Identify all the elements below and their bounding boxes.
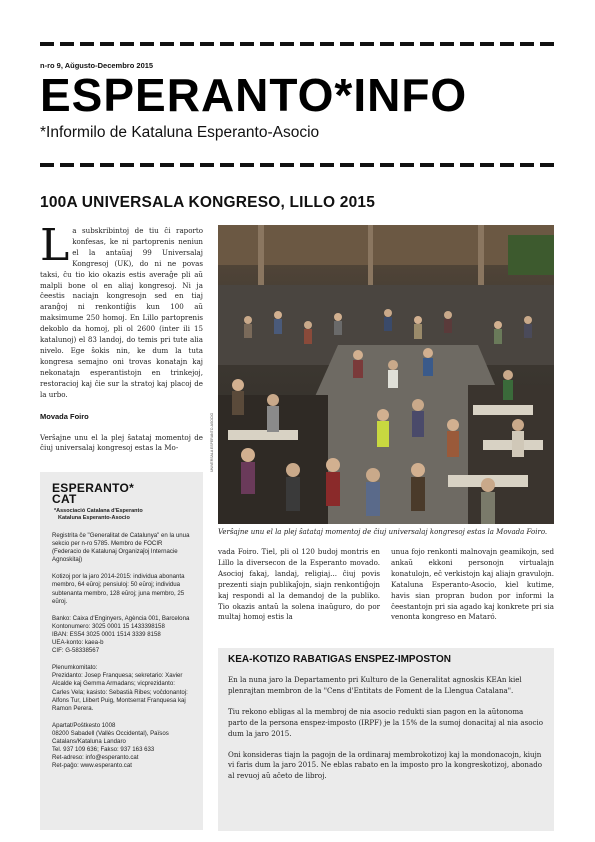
kea-tax-box (218, 648, 554, 831)
kea-paragraph-3: Oni konsideras tiajn la pagojn de la ordinaraj membrokotizoj kaj la mondonacojn, kiujn vi faris dum la jaro 2015. Ne eblas rabato en la imposto pro la kongreskotizoj, abonado al revuoj aŭ aĉeto de libroj. (228, 749, 543, 781)
kea-paragraph-2: Tiu rekono ebligas al la membroj de nia asocio redukti sian pagon en la aŭtonoma parto de la persona enspez-imposto (IRPF) je la 15% de la sumoj donacitaj al nia asocio dum la jaro 2015. (228, 706, 544, 738)
article-col-left-end: Verŝajne unu el la plej ŝatataj momentoj de ĉiuj universalaj kongresoj estas la Mo- (40, 432, 203, 453)
registration-info: Registrita ĉe "Generalitat de Catalunya" en la unua sekcio per n-ro 5785. Membro de FOCIR (Federacio de Katalunaj Organizaĵoj Internacie Agnoskitaj) (52, 532, 190, 564)
kea-paragraph-1: En la nuna jaro la Departamento pri Kulturo de la Generalitat agnoskis KEAn kiel plenrajtan membron de la "Cens d'Entitats de Foment de la Llengua Catalana". (228, 675, 522, 695)
congress-fair-photo (218, 225, 554, 524)
top-dashed-rule (40, 42, 554, 46)
logo-subtitle (54, 508, 193, 522)
masthead-subtitle: *Informilo de Kataluna Esperanto-Asocio (40, 124, 320, 141)
crowd-photo-illustration (218, 225, 554, 524)
drop-cap: L (40, 220, 70, 271)
article-column-middle (218, 547, 380, 623)
bank-info: Banko: Caixa d'Enginyers, Agència 001, Barcelona Kontonumero: 3025 0001 15 1433398158 IBAN: ES54 3025 0001 1514 3339 8158 UEA-konto: kaea-b CIF: G-58338567 (52, 614, 190, 655)
article-title: 100A UNIVERSALA KONGRESO, LILLO 2015 (40, 194, 376, 211)
article-intro-text: a subskribintoj de tiu ĉi raporto konfesas, ke ni partoprenis neniun el la antaŭaj 99 Universalaj Kongresoj (UK), do ni ne povas taksi, ĉu tio kio okazis estis averaĝe pli aŭ malpli bone ol en aliaj kongresoj. Ni ja ĉeestis naciajn kongresojn sed en tiaj aranĝoj ni renkontiĝis kun 100 aŭ maksimume 250 homoj. En Lillo partoprenis dekoblo da homoj, pli ol 2600 (inter ili 15 katalunoj) el 83 landoj, do temis pri tute alia nivelo. Ege ŝokis nin, ke dum la tuta kongresa semajno oni trovas konatajn kaj nekonatajn esperantistojn en trinkejoj, restoracioj kaj ĉie sur la stratoj kaj placoj de la urbo. (40, 226, 203, 399)
article-col-right-text: unua fojo renkonti malnovajn geamikojn, sed ankaŭ ekkoni personojn virtualajn konatulojn, eĉ verkistojn kaj aliajn gravulojn. Kataluna Esperanto-Asocio, kiel kutime, havis sian propran budon por informi la ĉeestantojn pri sia agado kaj konkrete pri sia venonta kongreso en Mataró. (391, 547, 554, 622)
committee-info: Plenumkomitato: Prezidanto: Josep Franquesa; sekretario: Xavier Alcalde kaj Gemma Armadans; vicprezidanto: Carles Vela; kasisto: Sebastià Ribes; voĉdonantoj: Alfons Tur, Llibert Puig, Montserrat Franquesa kaj Ramon Perera. (52, 664, 188, 712)
logo-sub-esperanto: Kataluna Esperanto-Asocio (58, 515, 130, 521)
article-column-left (40, 220, 203, 465)
logo-line-1: ESPERANTO* (52, 481, 135, 495)
contact-address: Apartat/Poŝtkesto 1008 08200 Sabadell (Vallès Occidental), Països Catalans/Kataluna Landaro Tel. 937 109 636; Fakso: 937 163 633 Ret-adreso: info@esperanto.cat Ret-paĝo: www.esperanto.cat (52, 721, 169, 770)
photo-caption: Verŝajne unu el la plej ŝatataj momentoj de ĉiuj universalaj kongresoj estas la Movada Foiro. (218, 528, 548, 536)
article-column-right (391, 547, 554, 623)
kea-box-title: KEA-KOTIZO RABATIGAS ENSPEZ-IMPOSTON (228, 654, 451, 665)
logo-sub-catalan: *Associació Catalana d'Esperanto (54, 508, 143, 514)
issue-number: n-ro 9, Aŭgusto-Decembro 2015 (40, 61, 154, 70)
association-logo (52, 483, 193, 505)
masthead-title: ESPERANTO*INFO (40, 69, 468, 121)
article-intro (40, 220, 203, 401)
photo-credit: UNIVERSALA ESPERANTO-ASOCIO (210, 412, 214, 472)
association-info-sidebar (40, 472, 203, 830)
logo-line-2: CAT (52, 492, 77, 506)
bottom-dashed-rule (40, 163, 554, 167)
membership-fees: Kotizoj por la jaro 2014-2015: individua abonanta membro, 64 eŭroj; pensiuloj: 50 eŭroj; individua subtenanta membro, 128 eŭroj; juna membro, 25 eŭroj. (52, 573, 185, 605)
article-col-mid-text: vada Foiro. Tiel, pli ol 120 budoj montris en Lillo la diversecon de la Esperanto movado. Asocioj fakaj, landaj, religiaj... ĉiuj povis prezenti siajn publikaĵojn, siajn renkontiĝojn kaj respondi al la demandoj de la publiko. Tio okazis antaŭ la solena inaŭguro, do por multaj homoj estis la (218, 547, 380, 622)
article-subhead: Movada Foiro (40, 411, 89, 421)
